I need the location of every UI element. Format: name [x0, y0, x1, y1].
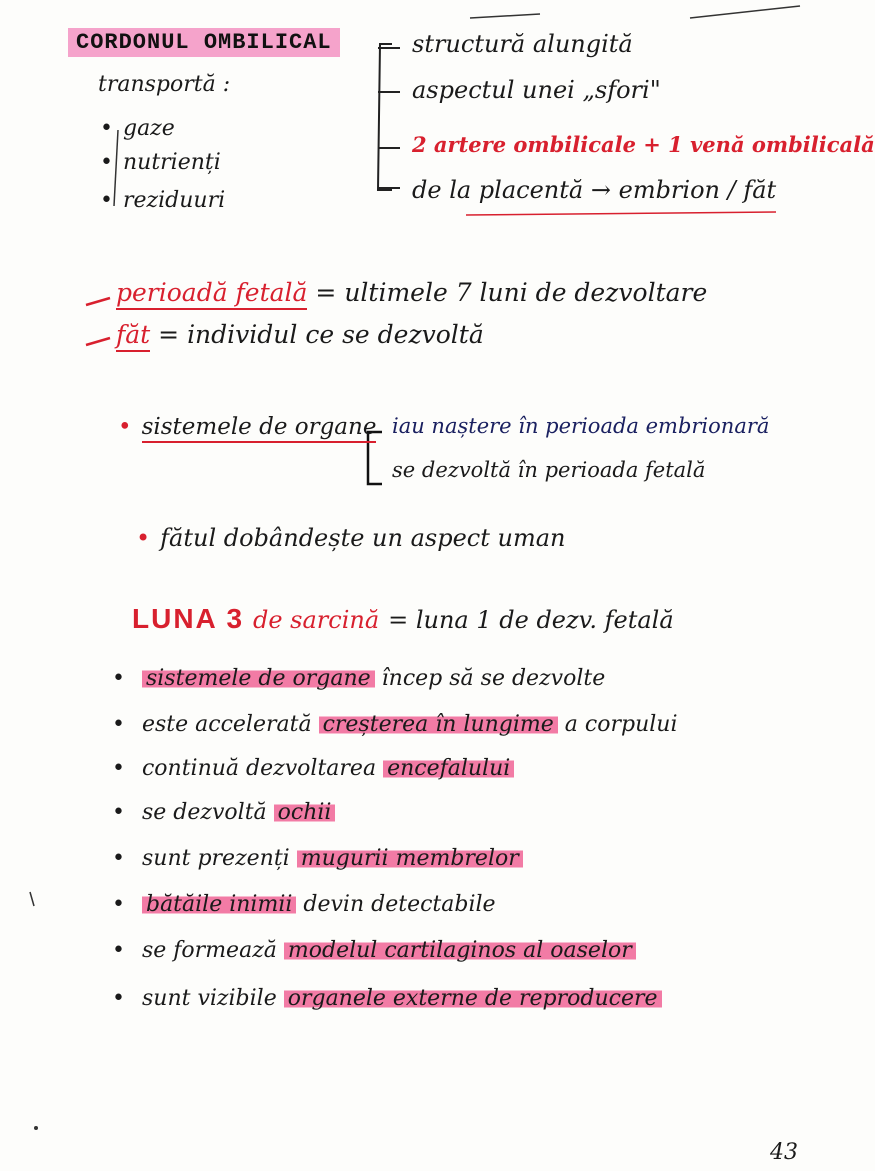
month3-title-rest: de sarcină — [252, 606, 380, 634]
list-item: • este accelerată creșterea în lungime a corpului — [112, 712, 678, 737]
list-item: • continuă dezvoltarea encefalului — [112, 756, 514, 781]
definition-fetal-period — [116, 278, 707, 307]
systems-origin: iau naștere în perioada embrionară — [392, 414, 770, 438]
list-item: • se formează modelul cartilaginos al oaselor — [112, 938, 636, 963]
page-number: 43 — [770, 1140, 798, 1165]
fetus-aspect: • fătul dobândește un aspect uman — [136, 524, 565, 552]
property-structure: structură alungită — [412, 30, 633, 58]
transport-item-reziduuri: • reziduuri — [100, 188, 225, 213]
term-fetal-period: perioadă fetală — [116, 278, 307, 310]
property-vessels: 2 artere ombilicale + 1 venă ombilicală — [412, 132, 875, 157]
list-item: • sunt vizibile organele externe de reproducere — [112, 986, 662, 1011]
transport-item-nutrienti: • nutrienți — [100, 150, 221, 175]
term-fetus: făt — [116, 320, 150, 352]
property-direction — [412, 176, 776, 204]
direction-to: embrion / făt — [618, 176, 777, 204]
def-fetal-period: = ultimele 7 luni de dezvoltare — [315, 278, 708, 307]
direction-from: de la placentă — [412, 176, 584, 204]
list-item: • sistemele de organe încep să se dezvolte — [112, 666, 605, 691]
systems-development: se dezvoltă în perioada fetală — [392, 458, 706, 482]
month3-heading — [132, 602, 674, 635]
def-fetus: = individul ce se dezvoltă — [158, 320, 484, 349]
list-item: • sunt prezenți mugurii membrelor — [112, 846, 523, 871]
month3-equals: = luna 1 de dezv. fetală — [388, 606, 674, 634]
systems-label: • sistemele de organe — [118, 414, 376, 440]
month3-title: LUNA 3 — [132, 603, 245, 634]
definition-fetus — [116, 320, 484, 349]
page-title: CORDONUL OMBILICAL — [68, 28, 340, 57]
property-aspect: aspectul unei „sfori" — [412, 76, 661, 104]
list-item: • bătăile inimii devin detectabile — [112, 892, 496, 917]
arrow-right-icon: → — [590, 176, 619, 204]
transport-item-gaze: • gaze — [100, 116, 175, 141]
transport-label: transportă : — [98, 72, 231, 97]
list-item: • se dezvoltă ochii — [112, 800, 335, 825]
